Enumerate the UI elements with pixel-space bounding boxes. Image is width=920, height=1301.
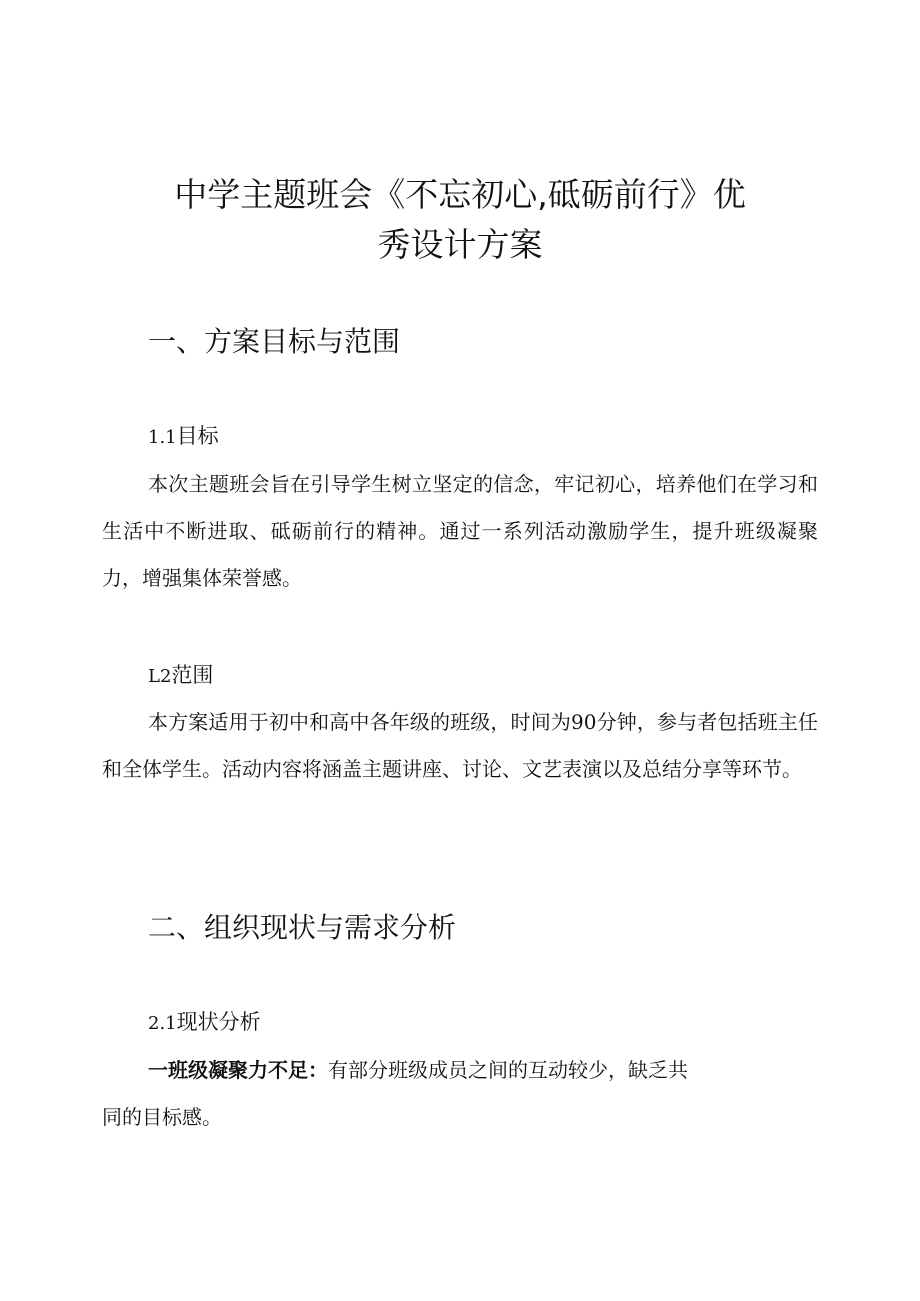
subsection-heading-1-1 [148,420,219,454]
subsection-number: L2 [148,666,172,687]
section-heading-2: 二、组织现状与需求分析 [148,911,457,944]
subsection-title: 目标 [176,424,219,448]
subsection-heading-2-1 [148,1006,261,1040]
subsection-number: 2.1 [148,1013,177,1034]
paragraph-goal: 本次主题班会旨在引导学生树立坚定的信念，牢记初心，培养他们在学习和生活中不断进取、砥砺前行的精神。通过一系列活动激励学生，提升班级凝聚力，增强集体荣誉感。 [102,472,818,590]
paragraph-lead: 一班级凝聚力不足： [148,1058,328,1082]
paragraph-scope: 本方案适用于初中和高中各年级的班级，时间为90分钟，参与者包括班主任和全体学生。活动内容将涵盖主题讲座、讨论、文艺表演以及总结分享等环节。 [102,710,818,781]
title-line-1: 中学主题班会《不忘初心,砥砺前行》优 [174,175,746,214]
paragraph-text-2: 同的目标感。 [102,1105,222,1129]
title-line-2: 秀设计方案 [377,225,543,264]
section-heading-1: 一、方案目标与范围 [148,325,401,358]
subsection-number: 1.1 [148,427,177,448]
paragraph-status [102,1047,818,1141]
document-title [120,170,800,270]
subsection-heading-1-2 [148,659,213,693]
paragraph-text-1: 有部分班级成员之间的互动较少，缺乏共 [328,1058,688,1082]
subsection-title: 现状分析 [176,1010,261,1034]
subsection-title: 范围 [171,663,214,687]
